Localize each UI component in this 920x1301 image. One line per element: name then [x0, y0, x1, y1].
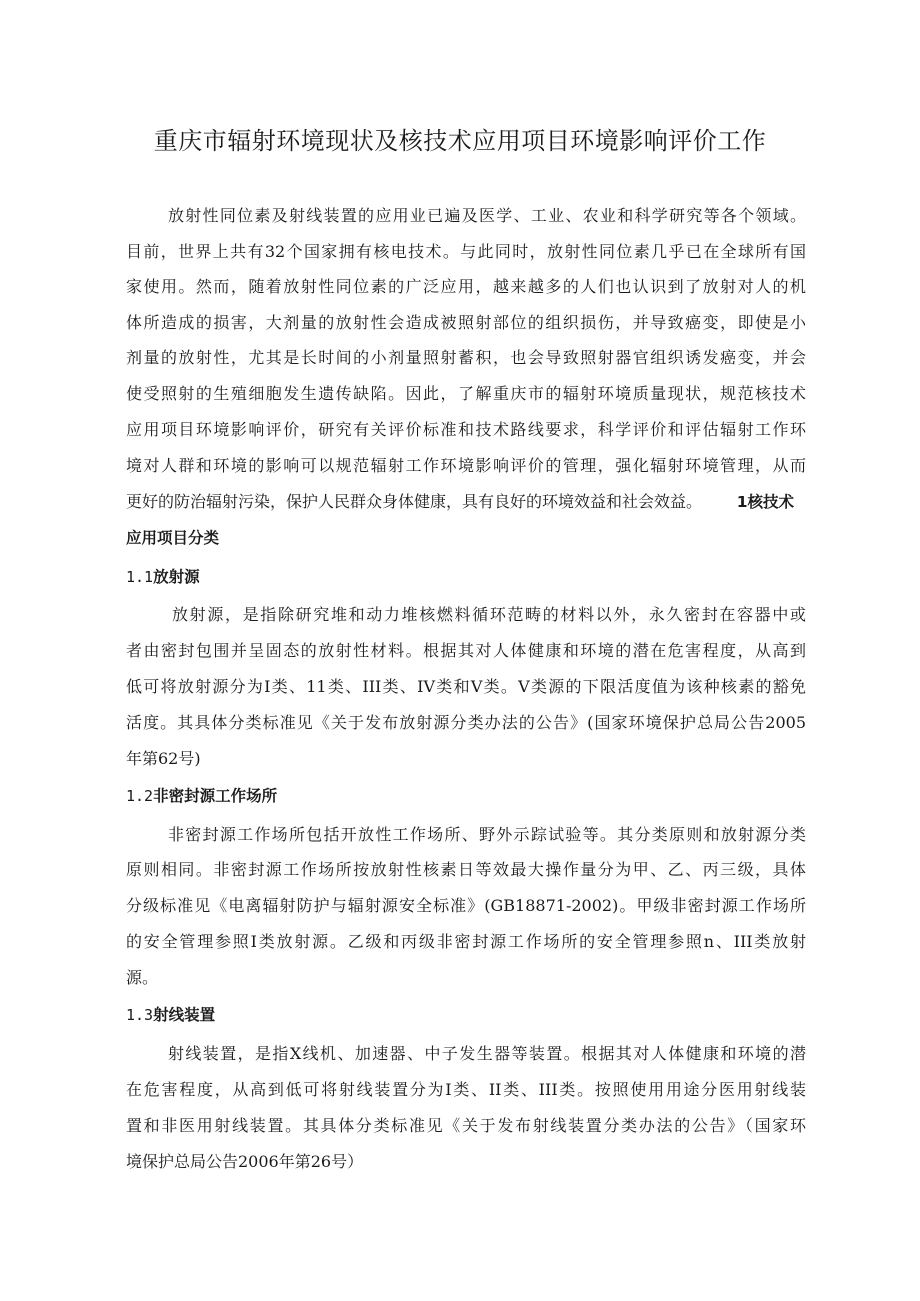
intro-line: 使受照射的生殖细胞发生遗传缺陷。因此，了解重庆市的辐射环境质量现状，规范核技术: [126, 384, 806, 403]
section-number: 1.1: [126, 568, 154, 586]
body-line: 境保护总局公告2006年第26号）: [126, 1152, 364, 1171]
body-line: 的安全管理参照I类放射源。乙级和丙级非密封源工作场所的安全管理参照n、III类放射: [126, 932, 806, 951]
body-line: 年第62号): [126, 749, 201, 768]
section-title: 放射源: [153, 568, 200, 586]
section-title: 非密封源工作场所: [153, 787, 278, 805]
intro-last-text: 更好的防治辐射污染，保护人民群众身体健康，具有良好的环境效益和社会效益。: [126, 492, 703, 511]
body-line: 射线装置，是指X线机、加速器、中子发生器等装置。根据其对人体健康和环境的潜: [168, 1044, 806, 1063]
intro-line: 体所造成的损害，大剂量的放射性会造成被照射部位的组织损伤，并导致癌变，即使是小: [126, 313, 806, 332]
body-line: 者由密封包围并呈固态的放射性材料。根据其对人体健康和环境的潜在危害程度，从高到: [126, 641, 806, 660]
body-line: 置和非医用射线装置。其具体分类标准见《关于发布射线装置分类办法的公告》（国家环: [126, 1116, 806, 1135]
section-number: 1.2: [126, 787, 154, 805]
body-line: 放射源，是指除研究堆和动力堆核燃料循环范畴的材料以外，永久密封在容器中或: [172, 605, 806, 624]
section-1-2-heading: [126, 784, 806, 808]
intro-line: 放射性同位素及射线装置的应用业已遍及医学、工业、农业和科学研究等各个领域。: [168, 206, 806, 225]
intro-line: 剂量的放射性，尤其是长时间的小剂量照射蓄积，也会导致照射器官组织诱发癌变，并会: [126, 348, 806, 367]
document-title: 重庆市辐射环境现状及核技术应用项目环境影响评价工作: [153, 127, 767, 155]
body-line: 活度。其具体分类标准见《关于发布放射源分类办法的公告》(国家环境保护总局公告2005: [126, 713, 806, 732]
body-line: 分级标准见《电离辐射防护与辐射源安全标准》(GB18871-2002)。甲级非密封源工作场所: [126, 896, 806, 915]
body-line: 低可将放射源分为I类、11类、III类、IV类和V类。V类源的下限活度值为该种核素的豁免: [126, 677, 806, 696]
body-line: 原则相同。非密封源工作场所按放射性核素日等效最大操作量分为甲、乙、丙三级，具体: [126, 860, 806, 879]
section-1-1-heading: [126, 565, 806, 589]
intro-line: 家使用。然而，随着放射性同位素的广泛应用，越来越多的人们也认识到了放射对人的机: [126, 277, 806, 296]
section-1-heading-part-b: 应用项目分类: [126, 529, 220, 547]
body-line: 在危害程度，从高到低可将射线装置分为I类、II类、III类。按照使用用途分医用射线装: [126, 1080, 806, 1099]
intro-line: 目前，世界上共有32个国家拥有核电技术。与此同时，放射性同位素几乎已在全球所有国: [126, 242, 806, 261]
section-number: 1.3: [126, 1006, 154, 1024]
section-1-3-heading: [126, 1003, 806, 1027]
intro-line: 境对人群和环境的影响可以规范辐射工作环境影响评价的管理，强化辐射环境管理，从而: [126, 456, 806, 475]
section-1-heading-part-a: 1核技术: [736, 493, 794, 511]
body-line: 非密封源工作场所包括开放性工作场所、野外示踪试验等。其分类原则和放射源分类: [168, 825, 806, 844]
section-title: 射线装置: [153, 1006, 216, 1024]
intro-last-line: [126, 490, 794, 514]
intro-line: 应用项目环境影响评价，研究有关评价标准和技术路线要求，科学评价和评估辐射工作环: [126, 420, 806, 439]
body-line: 源。: [126, 968, 159, 987]
